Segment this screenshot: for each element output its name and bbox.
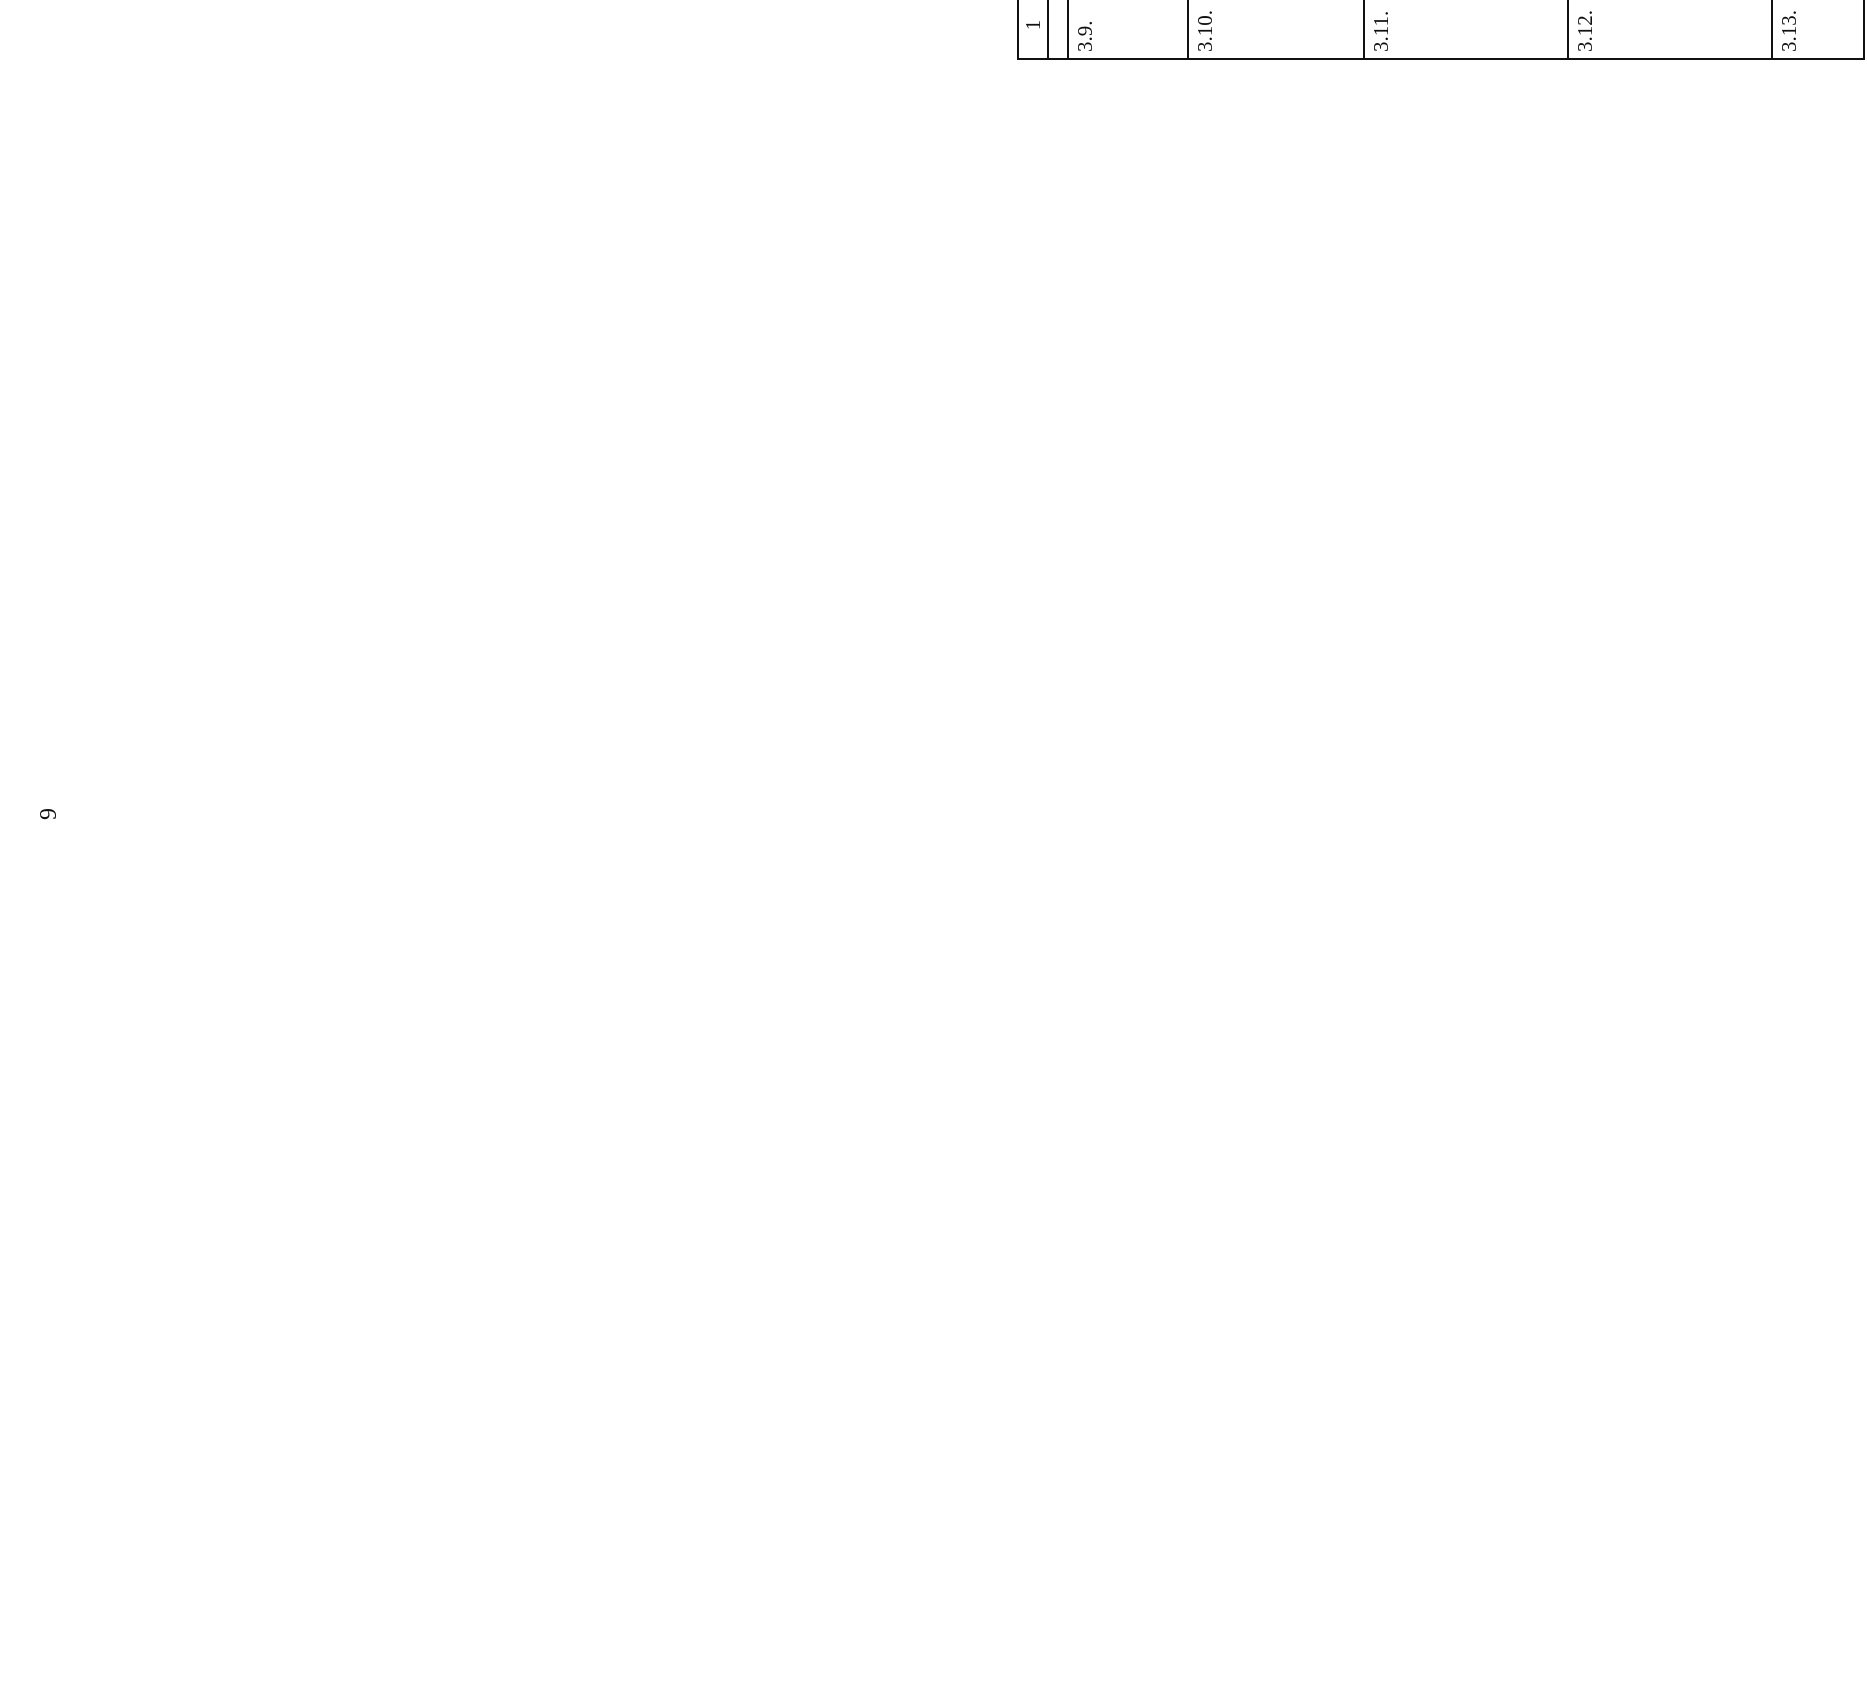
row-number: 3.13.: [1772, 0, 1864, 59]
row-number: 3.10.: [1188, 0, 1364, 59]
table-row: [1772, 0, 1864, 59]
table-row: [1068, 0, 1188, 59]
continuation-row: [1048, 0, 1068, 59]
row-number: 3.11.: [1364, 0, 1568, 59]
table-row: [1364, 0, 1568, 59]
page-number: 9: [36, 808, 62, 820]
table-cell: [1048, 0, 1068, 59]
table-header-row: [1018, 0, 1048, 59]
row-number: 3.12.: [1568, 0, 1772, 59]
table-row: [1568, 0, 1772, 59]
table-row: [1188, 0, 1364, 59]
measures-table: [1017, 0, 1865, 60]
row-number: 3.9.: [1068, 0, 1188, 59]
rotated-table-container: [1017, 0, 1867, 60]
header-cell: 1: [1018, 0, 1048, 59]
